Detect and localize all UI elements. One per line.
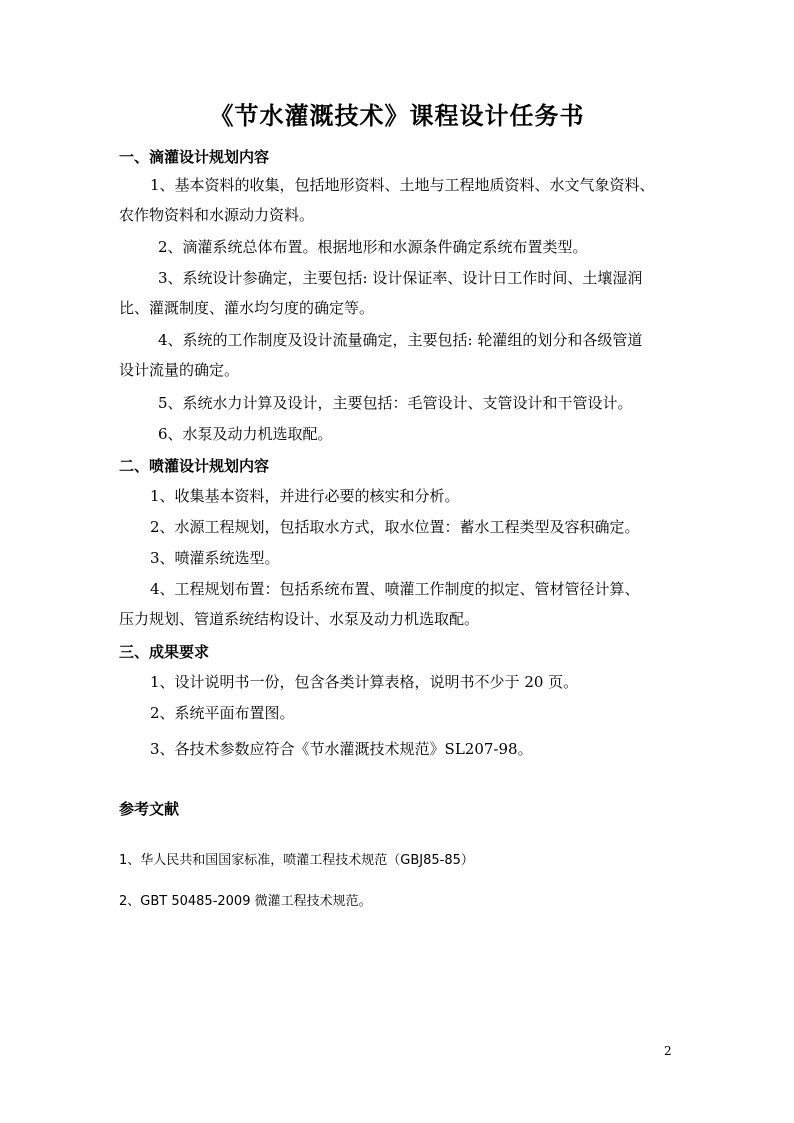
reference-item: 2、GBT 50485-2009 微灌工程技术规范。 [119,894,372,909]
paragraph-line: 设计流量的确定。 [119,361,240,379]
reference-item: 1、华人民共和国国家标准，喷灌工程技术规范（GBJ85-85） [119,853,474,868]
section-heading-results: 三、成果要求 [119,643,210,661]
paragraph-line: 4、工程规划布置：包括系统布置、喷灌工作制度的拟定、管材管径计算、 [150,580,640,598]
paragraph-line: 2、系统平面布置图。 [150,704,295,722]
references-heading: 参考文献 [119,800,180,818]
paragraph-line: 压力规划、管道系统结构设计、水泵及动力机选取配。 [119,610,480,628]
paragraph-line: 比、灌溉制度、灌水均匀度的确定等。 [119,299,375,317]
paragraph-line: 农作物资料和水源动力资料。 [119,206,315,224]
paragraph-line: 2、滴灌系统总体布置。根据地形和水源条件确定系统布置类型。 [158,238,588,256]
paragraph-line: 1、收集基本资料，并进行必要的核实和分析。 [150,487,460,505]
section-heading-sprinkler: 二、喷灌设计规划内容 [119,457,270,475]
paragraph-line: 5、系统水力计算及设计，主要包括：毛管设计、支管设计和干管设计。 [158,394,633,412]
paragraph-line: 3、喷灌系统选型。 [150,549,280,567]
document-title: 《节水灌溉技术》课程设计任务书 [209,101,585,130]
paragraph-line: 1、基本资料的收集，包括地形资料、土地与工程地质资料、水文气象资料、 [150,176,655,194]
paragraph-line: 1、设计说明书一份，包含各类计算表格，说明书不少于 20 页。 [150,673,579,691]
paragraph-line: 6、水泵及动力机选取配。 [158,425,333,443]
page-number: 2 [664,1044,672,1058]
paragraph-line: 2、水源工程规划，包括取水方式，取水位置：蓄水工程类型及容积确定。 [150,518,640,536]
paragraph-line: 4、系统的工作制度及设计流量确定，主要包括: 轮灌组的划分和各级管道 [158,331,643,349]
section-heading-drip: 一、滴灌设计规划内容 [119,148,270,166]
paragraph-line: 3、系统设计参确定，主要包括: 设计保证率、设计日工作时间、土壤湿润 [158,269,643,287]
paragraph-line: 3、各技术参数应符合《节水灌溉技术规范》SL207-98。 [150,740,533,758]
